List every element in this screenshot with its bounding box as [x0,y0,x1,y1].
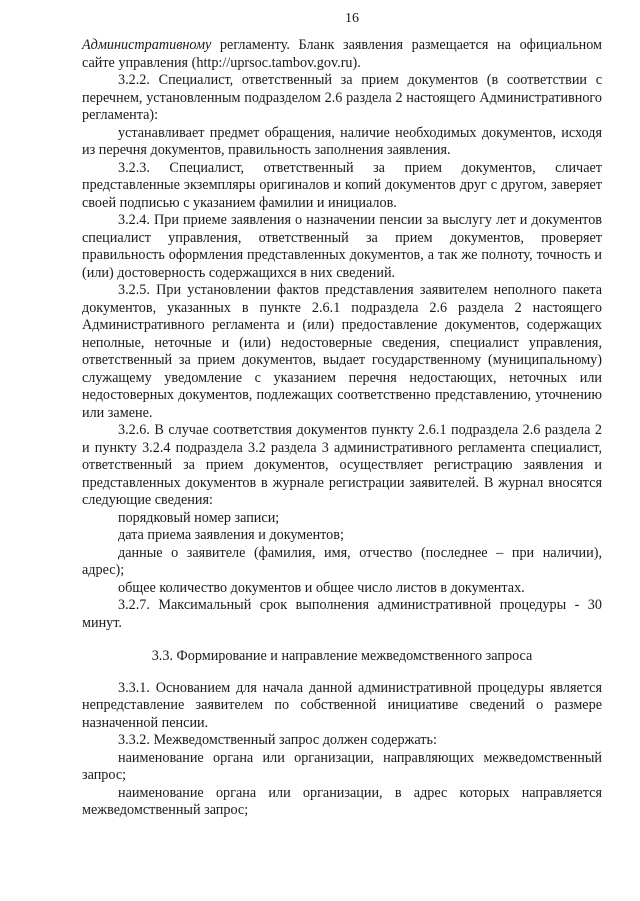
list-item-5 [82,750,602,785]
para-3-2-2-a [82,125,602,160]
para-3-2-6 [82,422,602,510]
paragraph-text: 3.3.2. Межведомственный запрос должен содержать: [118,732,437,748]
paragraph-text: регламенту. Бланк заявления размещается на официальном сайте управления (http://uprsoc.tambov.gov.ru). [82,37,602,71]
para-continuation [82,37,602,72]
paragraph-text: 3.2.5. При установлении фактов представления заявителем неполного пакета документов, указанных в пункте 2.6.1 подраздела 2.6 раздела 2 настоящего Административного регламента и (или) предоставление документов, содержащих неполные, неточные и (или) недостоверные сведения, специалист управления, ответственный за прием документов, выдает государственному (муниципальному) служащему уведомление с указанием перечня недостающих, неточных или недостоверных документов, подлежащих соответственно представлению, уточнению или замене. [82,282,602,421]
paragraph-text: 3.2.6. В случае соответствия документов пункту 2.6.1 подраздела 2.6 раздела 2 и пункту 3.2.4 подраздела 3.2 раздела 3 административного регламента специалист, ответственный за прием документов, осуществляет регистрацию заявления и представленных документов в журнале регистрации заявителей. В журнал вносятся следующие сведения: [82,422,602,508]
para-3-3-2 [82,732,602,750]
body-text-top [82,37,602,632]
paragraph-text: 3.2.4. При приеме заявления о назначении пенсии за выслугу лет и документов специалист управления, ответственный за прием документов, проверяет правильность оформления представленных документов, а так же полноту, точность и (или) достоверность содержащихся в них сведений. [82,212,602,281]
paragraph-text: данные о заявителе (фамилия, имя, отчество (последнее – при наличии), адрес); [82,544,602,578]
paragraph-text: 3.2.3. Специалист, ответственный за прием документов, сличает представленные экземпляры оригиналов и копий документов друг с другом, заверяет своей подписью с указанием фамилии и инициалов. [82,159,602,211]
italic-lead-text: Административному [82,37,212,53]
paragraph-text: порядковый номер записи; [118,509,280,526]
para-3-2-5 [82,282,602,422]
list-item-2 [82,527,602,545]
paragraph-text: наименование органа или организации, направляющих межведомственный запрос; [82,749,602,783]
paragraph-text: наименование органа или организации, в адрес которых направляется межведомственный запрос; [82,784,602,818]
list-item-1 [82,510,602,528]
list-item-6 [82,785,602,820]
para-3-2-4 [82,212,602,282]
body-text-bottom [82,680,602,820]
para-3-2-3 [82,160,602,213]
section-heading: 3.3. Формирование и направление межведомственного запроса [151,648,533,664]
paragraph-text: 3.3.1. Основанием для начала данной административной процедуры является непредставление заявителем по собственной инициативе сведений о размере назначенной пенсии. [82,679,602,731]
list-item-4 [82,580,602,598]
para-3-2-2 [82,72,602,125]
paragraph-text: дата приема заявления и документов; [118,527,344,543]
page-number: 16 [345,11,359,26]
paragraph-text: общее количество документов и общее число листов в документах. [118,579,525,596]
paragraph-text: устанавливает предмет обращения, наличие необходимых документов, исходя из перечня документов, правильность заполнения заявления. [82,124,602,158]
paragraph-text: 3.2.7. Максимальный срок выполнения административной процедуры - 30 минут. [82,597,602,631]
para-3-3-1 [82,680,602,733]
list-item-3 [82,545,602,580]
paragraph-text: 3.2.2. Специалист, ответственный за прием документов (в соответствии с перечнем, установленным подразделом 2.6 раздела 2 настоящего Административного регламента): [82,72,602,123]
para-3-2-7 [82,597,602,632]
